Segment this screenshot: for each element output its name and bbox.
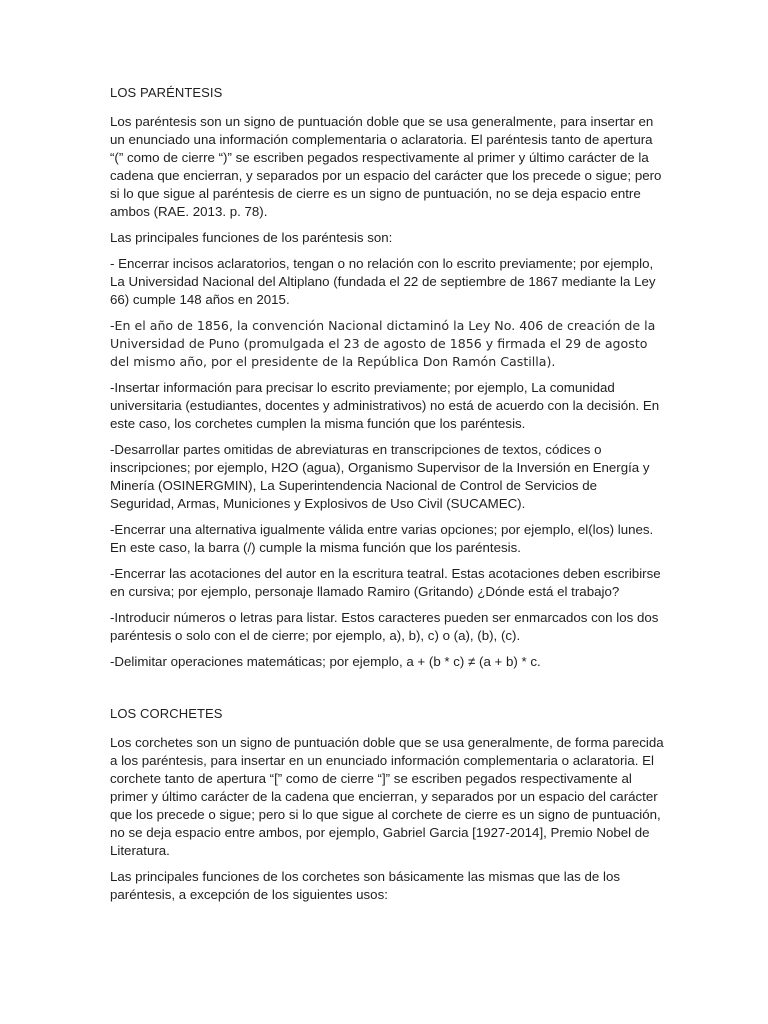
parentesis-function-item: -Encerrar las acotaciones del autor en la escritura teatral. Estas acotaciones deben escribirse en cursiva; por ejemplo, personaje llamado Ramiro (Gritando) ¿Dónde está el trabajo? (110, 566, 661, 599)
section-spacer (110, 679, 664, 705)
section-heading-parentesis: LOS PARÉNTESIS (110, 85, 223, 100)
parentesis-function-item: -Desarrollar partes omitidas de abreviaturas en transcripciones de textos, códices o inscripciones; por ejemplo, H2O (agua), Organismo Supervisor de la Inversión en Energía y Minería (OSINERGMIN), La Superintendencia Nacional de Control de Servicios de Seguridad, Armas, Municiones y Explosivos de Uso Civil (SUCAMEC). (110, 442, 650, 511)
parentesis-intro-paragraph: Los paréntesis son un signo de puntuación doble que se usa generalmente, para insertar en un enunciado una información complementaria o aclaratoria. El paréntesis tanto de apertura “(” como de cierre “)” se escriben pegados respectivamente al primer y último carácter de la cadena que encierran, y separados por un espacio del carácter que los precede o sigue; pero si lo que sigue al paréntesis de cierre es un signo de puntuación, no se deja espacio entre ambos (RAE. 2013. p. 78). (110, 114, 662, 219)
parentesis-function-item: -Delimitar operaciones matemáticas; por ejemplo, a + (b * c) ≠ (a + b) * c. (110, 654, 541, 669)
corchetes-functions-intro: Las principales funciones de los corchetes son básicamente las mismas que las de los paréntesis, a excepción de los siguientes usos: (110, 869, 620, 902)
parentesis-function-item: -Encerrar una alternativa igualmente válida entre varias opciones; por ejemplo, el(los) lunes. En este caso, la barra (/) cumple la misma función que los paréntesis. (110, 522, 654, 555)
corchetes-intro-paragraph: Los corchetes son un signo de puntuación doble que se usa generalmente, de forma parecida a los paréntesis, para insertar en un enunciado información complementaria o aclaratoria. El corchete tanto de apertura “[” como de cierre “]” se escriben pegados respectivamente al primer y último carácter de la cadena que encierran, y separados por un espacio del carácter que los precede o sigue; pero si lo que sigue al corchete de cierre es un signo de puntuación, no se deja espacio entre ambos, por ejemplo, Gabriel Garcia [1927-2014], Premio Nobel de Literatura. (110, 735, 664, 858)
parentesis-function-item: - Encerrar incisos aclaratorios, tengan o no relación con lo escrito previamente; por ejemplo, La Universidad Nacional del Altiplano (fundada el 22 de septiembre de 1867 mediante la Ley 66) cumple 148 años en 2015. (110, 256, 656, 307)
parentesis-function-item: -Introducir números o letras para listar. Estos caracteres pueden ser enmarcados con los dos paréntesis o solo con el de cierre; por ejemplo, a), b), c) o (a), (b), (c). (110, 610, 659, 643)
parentesis-example-paragraph: -En el año de 1856, la convención Nacional dictaminó la Ley No. 406 de creación de la Universidad de Puno (promulgada el 23 de agosto de 1856 y firmada el 29 de agosto del mismo año, por el presidente de la República Don Ramón Castilla). (110, 318, 656, 369)
parentesis-function-item: -Insertar información para precisar lo escrito previamente; por ejemplo, La comunidad universitaria (estudiantes, docentes y administrativos) no está de acuerdo con la decisión. En este caso, los corchetes cumplen la misma función que los paréntesis. (110, 380, 660, 431)
parentesis-functions-intro: Las principales funciones de los paréntesis son: (110, 230, 393, 245)
section-heading-corchetes: LOS CORCHETES (110, 706, 223, 721)
